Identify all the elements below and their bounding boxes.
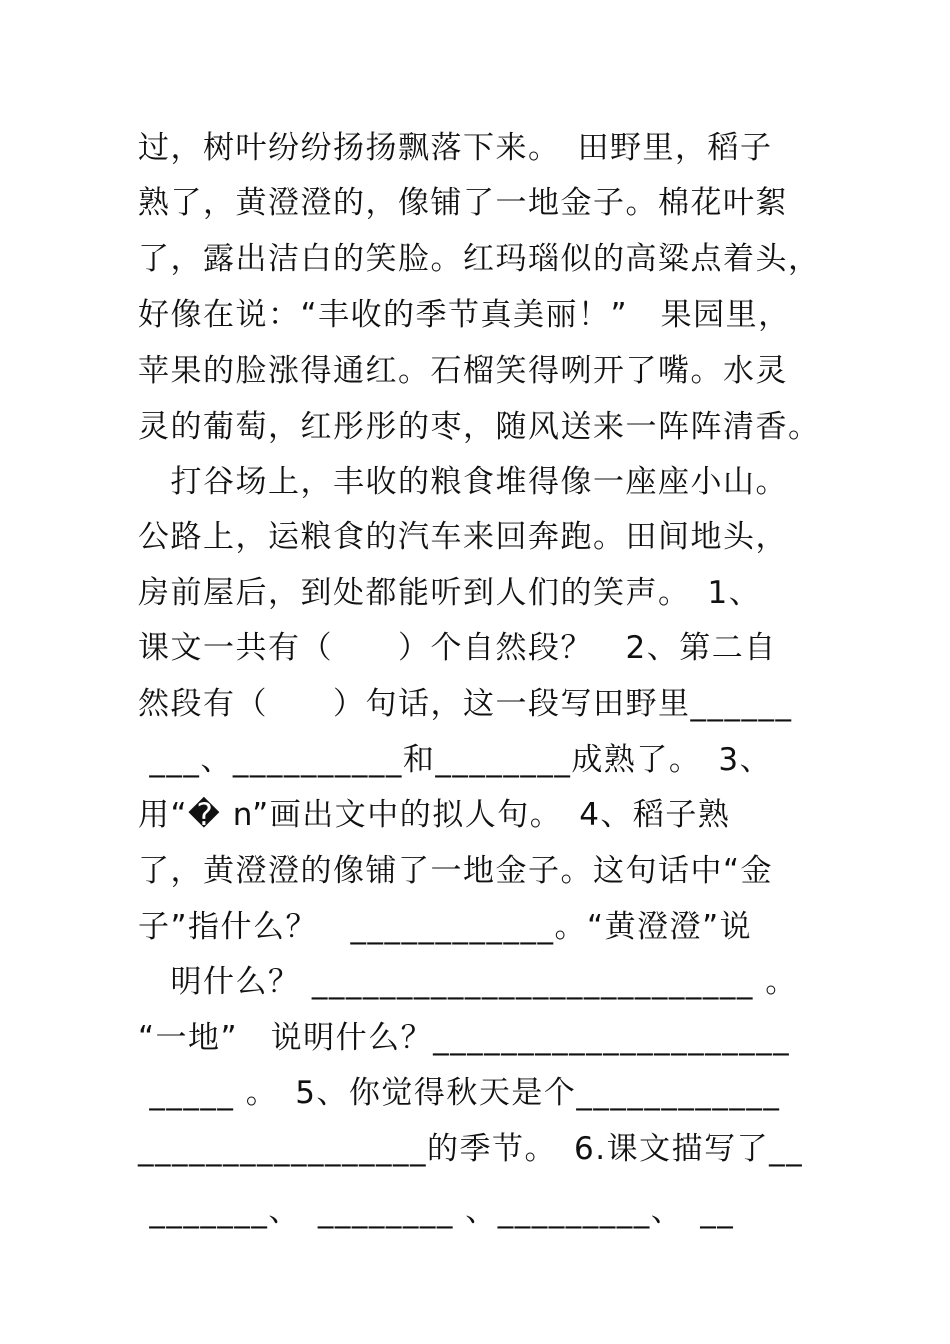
text-line: 了，黄澄澄的像铺了一地金子。这句话中“金 [138,853,774,889]
text-line: 熟了，黄澄澄的，像铺了一地金子。棉花叶絮 [138,185,788,221]
text-line: 灵的葡萄，红彤彤的枣，随风送来一阵阵清香。 [138,409,821,445]
text-line: 过，树叶纷纷扬扬飘落下来。 田野里，稻子 [138,130,773,166]
text-line: 公路上，运粮食的汽车来回奔跑。田间地头， [138,519,788,555]
text-line: 用“� n”画出文中的拟人句。 4、稻子熟 [138,797,731,833]
text-line: _____ 。 5、你觉得秋天是个____________ [138,1075,781,1111]
text-line: ___、__________和________成熟了。 3、 [138,742,773,778]
text-line: “一地” 说明什么？_____________________ [138,1020,791,1056]
text-line: 明什么？ __________________________ 。 [138,964,798,1000]
text-line: 子”指什么？ ____________。“黄澄澄”说 [138,909,753,945]
text-line: _______、 ________ 、_________、 __ [138,1193,735,1229]
text-line: 课文一共有（ ）个自然段？ 2、第二自 [138,630,777,666]
text-line: _________________的季节。 6.课文描写了__ [138,1131,804,1167]
text-line: 然段有（ ）句话，这一段写田野里______ [138,686,793,722]
text-line: 打谷场上，丰收的粮食堆得像一座座小山。 [138,464,788,500]
text-line: 了，露出洁白的笑脸。红玛瑙似的高粱点着头， [138,241,821,277]
text-line: 好像在说：“丰收的季节真美丽！” 果园里， [138,297,791,333]
text-line: 苹果的脸涨得通红。石榴笑得咧开了嘴。水灵 [138,353,788,389]
text-line: 房前屋后，到处都能听到人们的笑声。 1、 [138,575,762,611]
